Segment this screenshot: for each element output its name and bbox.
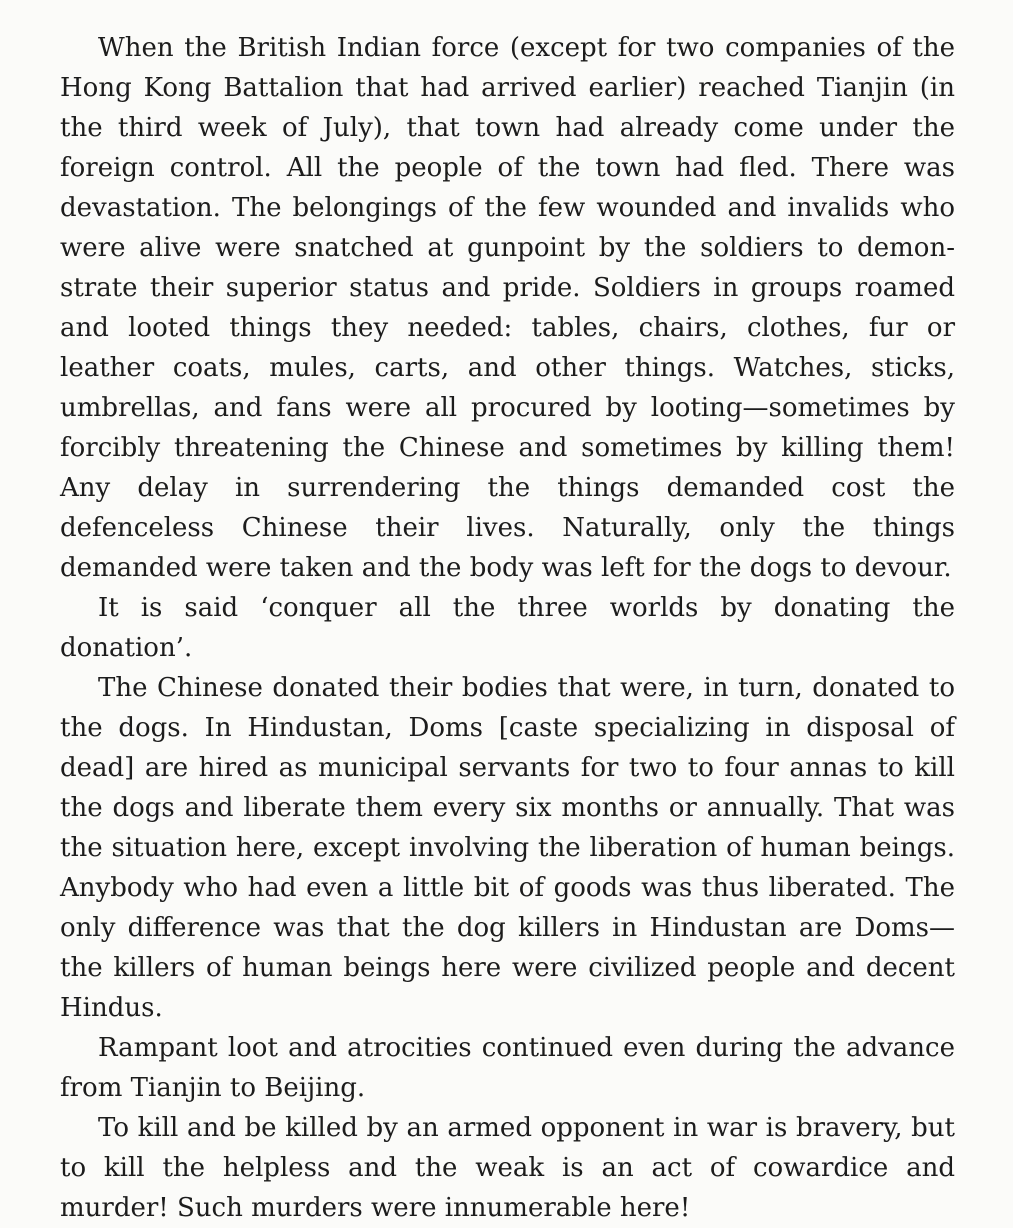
paragraph-advance-to-beijing: Rampant loot and atrocities continued even during the advance from Tianjin to Beijing. bbox=[60, 1033, 955, 1103]
paragraph-tianjin-looting: When the British Indian force (except for two companies of the Hong Kong Battalion that had arrived earlier) reached Tianjin (in the third week of July), that town had already come under the foreign control. All the people of the town had fled. There was devastation. The belongings of the few wounded and invalids who were alive were snatched at gunpoint by the soldiers to demonstrate their superior status and pride. Soldiers in groups roamed and looted things they needed: tables, chairs, clothes, fur or leather coats, mules, carts, and other things. Watches, sticks, umbrellas, and fans were all procured by looting—sometimes by forcibly threatening the Chinese and sometimes by killing them! Any delay in surrendering the things demanded cost the defenceless Chinese their lives. Naturally, only the things demanded were taken and the body was left for the dogs to devour. bbox=[60, 33, 955, 583]
paragraph-cowardice-murder: To kill and be killed by an armed opponent in war is bravery, but to kill the helpless and the weak is an act of cowardice and murder! Such murders were innumerable here! bbox=[60, 1113, 955, 1223]
paragraph-doms-comparison: The Chinese donated their bodies that were, in turn, donated to the dogs. In Hindustan, Doms [caste specializing in disposal of dead] are hired as municipal servants for two to four annas to kill the dogs and liberate them every six months or annually. That was the situation here, except involving the liberation of human beings. Anybody who had even a little bit of goods was thus liberated. The only difference was that the dog killers in Hindustan are Doms—the killers of human beings here were civilized people and decent Hindus. bbox=[60, 673, 955, 1023]
text-body bbox=[60, 28, 955, 1228]
paragraph-conquer-quote: It is said ‘conquer all the three worlds by donating the donation’. bbox=[60, 593, 955, 663]
